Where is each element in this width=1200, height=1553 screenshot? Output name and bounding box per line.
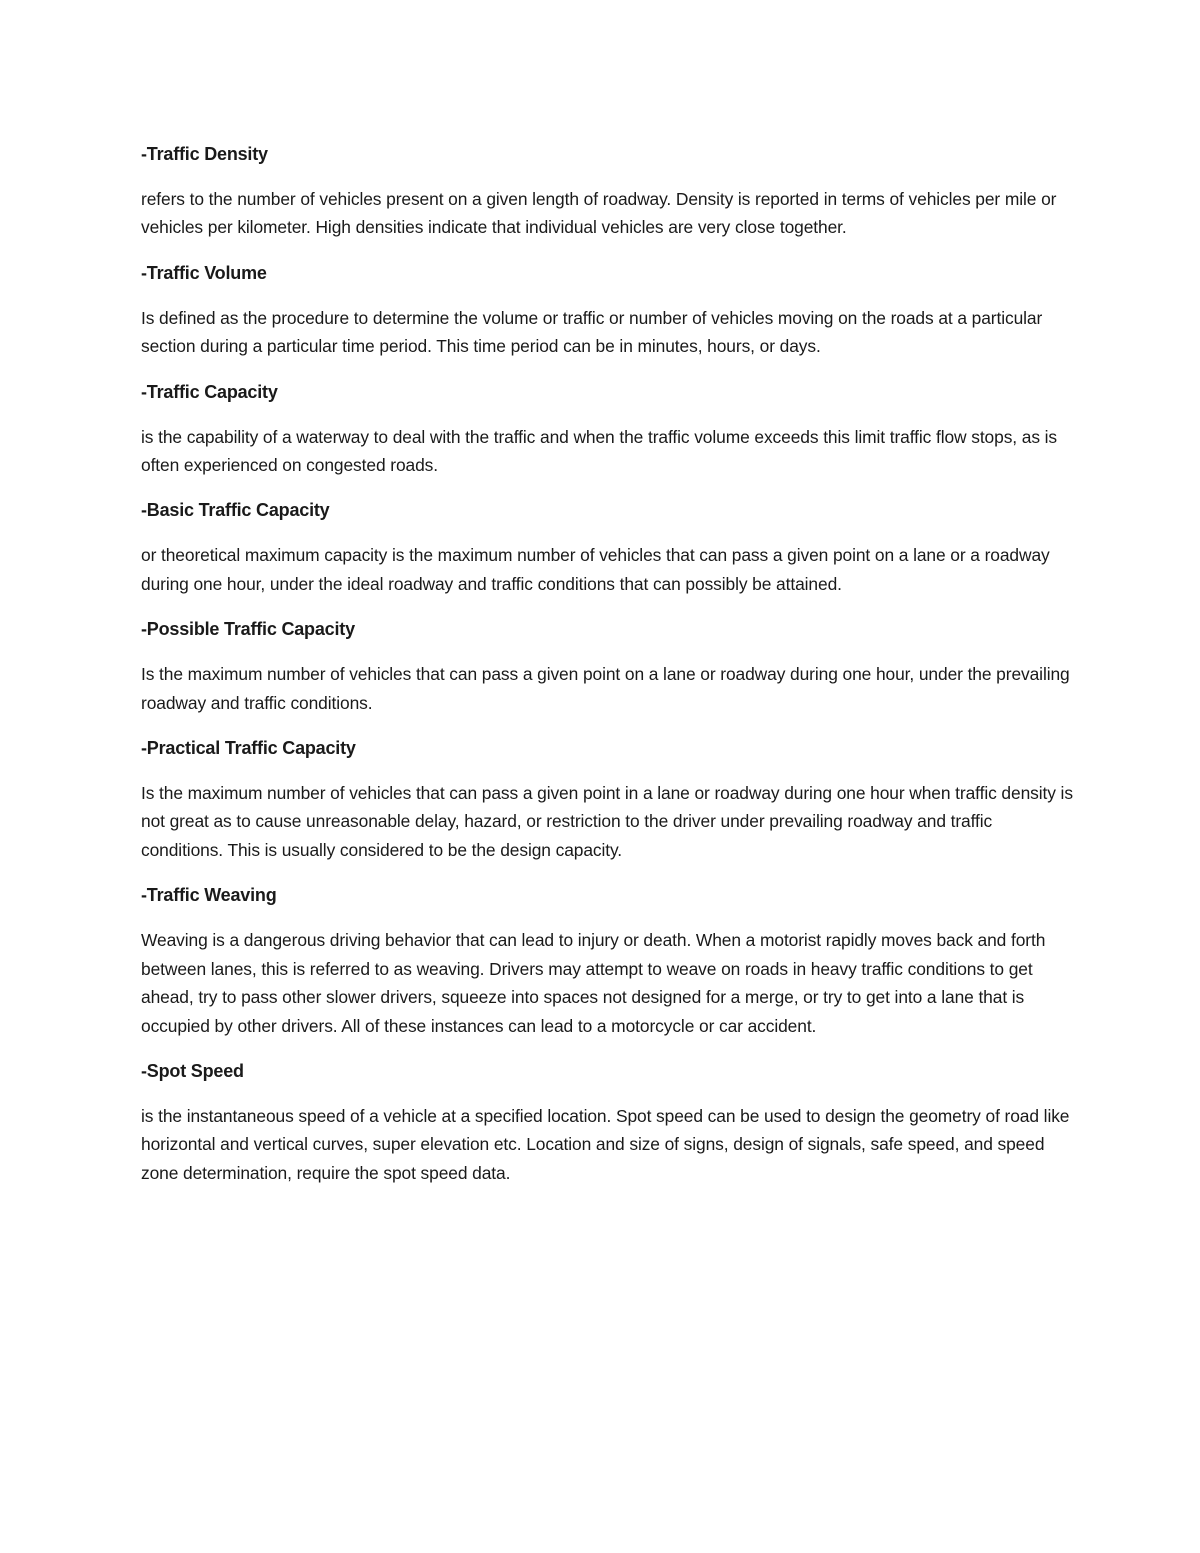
term-heading: -Spot Speed (141, 1060, 244, 1081)
section-possible-traffic-capacity (141, 615, 1076, 717)
term-definition: is the capability of a waterway to deal with the traffic and when the traffic volume exceeds this limit traffic flow stops, as is often experienced on congested roads. (141, 426, 1058, 476)
section-practical-traffic-capacity (141, 734, 1076, 864)
term-definition: Weaving is a dangerous driving behavior that can lead to injury or death. When a motorist rapidly moves back and forth between lanes, this is referred to as weaving. Drivers may attempt to weave on roads in heavy traffic conditions to get ahead, try to pass other slower drivers, squeeze into spaces not designed for a merge, or try to get into a lane that is occupied by other drivers. All of these instances can lead to a motorcycle or car accident. (141, 930, 1046, 1036)
term-definition: Is the maximum number of vehicles that can pass a given point on a lane or roadway during one hour, under the prevailing roadway and traffic conditions. (141, 664, 1070, 713)
term-heading: -Traffic Capacity (141, 381, 278, 402)
term-definition: Is the maximum number of vehicles that can pass a given point in a lane or roadway during one hour when traffic density is not great as to cause unreasonable delay, hazard, or restriction to the driver under prevailing roadway and traffic conditions. This is usually considered to be the design capacity. (141, 783, 1073, 860)
section-traffic-capacity (141, 378, 1076, 480)
term-definition: or theoretical maximum capacity is the maximum number of vehicles that can pass a given point on a lane or a roadway during one hour, under the ideal roadway and traffic conditions that can possibly be attained. (141, 545, 1050, 594)
term-heading: -Traffic Density (141, 144, 268, 164)
section-spot-speed (141, 1057, 1076, 1187)
section-basic-traffic-capacity (141, 496, 1076, 598)
term-heading: -Basic Traffic Capacity (141, 500, 330, 521)
term-definition: Is defined as the procedure to determine the volume or traffic or number of vehicles moving on the roads at a particular section during a particular time period. This time period can be in minutes, hours, or days. (141, 307, 1043, 357)
term-heading: -Traffic Weaving (141, 885, 277, 906)
section-traffic-volume (141, 259, 1076, 361)
term-heading: -Traffic Volume (141, 262, 267, 283)
section-traffic-weaving (141, 881, 1076, 1040)
term-heading: -Possible Traffic Capacity (141, 619, 355, 640)
section-traffic-density (141, 140, 1076, 242)
term-definition: refers to the number of vehicles present on a given length of roadway. Density is reported in terms of vehicles per mile or vehicles per kilometer. High densities indicate that individual vehicles are very close together. (141, 189, 1057, 238)
term-heading: -Practical Traffic Capacity (141, 738, 356, 759)
term-definition: is the instantaneous speed of a vehicle at a specified location. Spot speed can be used to design the geometry of road like horizontal and vertical curves, super elevation etc. Location and size of signs, design of signals, safe speed, and speed zone determination, require the spot speed data. (141, 1105, 1070, 1183)
document-body (141, 140, 1076, 1204)
